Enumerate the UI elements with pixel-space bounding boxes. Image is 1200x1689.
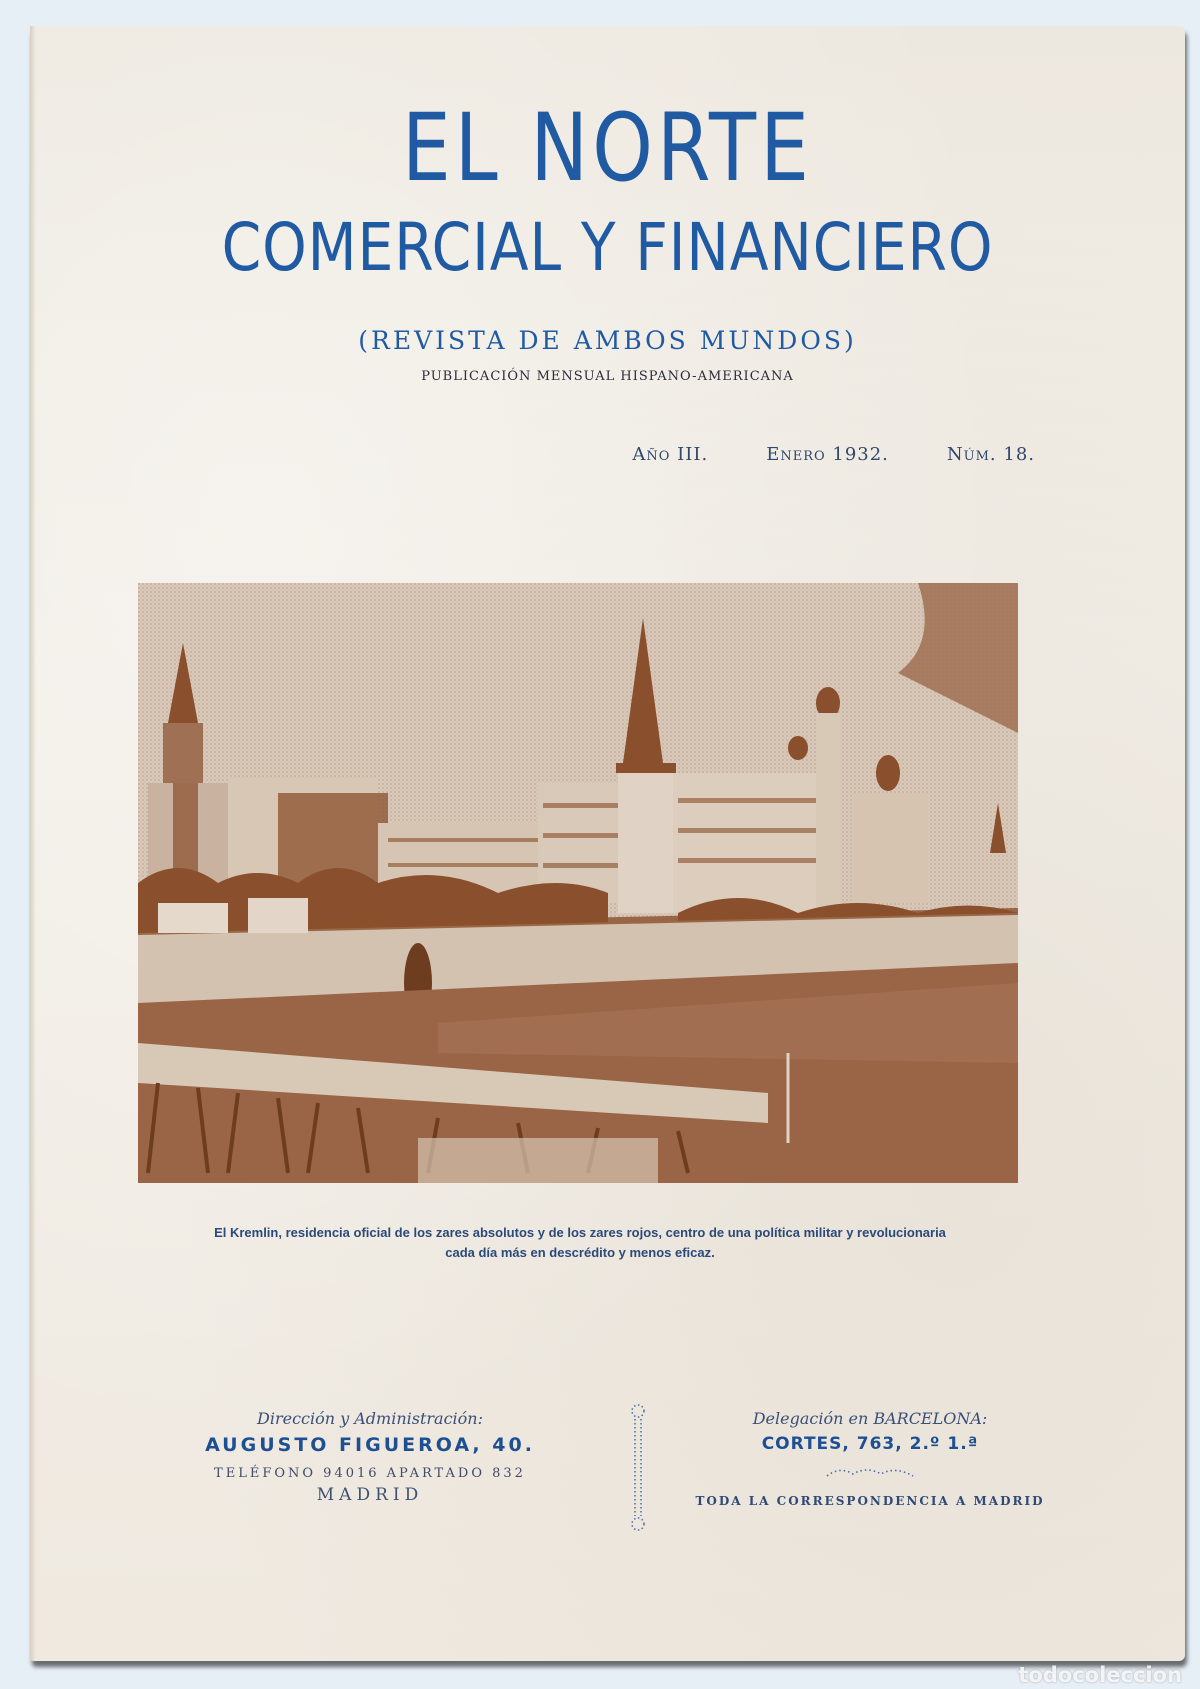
issue-info — [632, 444, 1035, 465]
barcelona-delegation-label: Delegación en BARCELONA: — [752, 1409, 988, 1428]
masthead-tagline: (REVISTA DE AMBOS MUNDOS) — [358, 326, 857, 355]
issue-date: Enero 1932. — [766, 444, 889, 465]
footer-madrid-address — [160, 1409, 580, 1505]
footer-barcelona-delegation — [680, 1409, 1060, 1508]
administration-label: Dirección y Administración: — [257, 1409, 483, 1428]
barcelona-street-address: CORTES, 763, 2.º 1.ª — [761, 1434, 979, 1454]
watermark: todocoleccion — [1018, 1663, 1182, 1687]
correspondence-note: TODA LA CORRESPONDENCIA A MADRID — [695, 1494, 1045, 1508]
phone-and-po-box: TELÉFONO 94016 APARTADO 832 — [214, 1466, 526, 1481]
caption-line-1: El Kremlin, residencia oficial de los zares absolutos y de los zares rojos, centro de una política militar y revolucionaria — [214, 1225, 946, 1240]
publication-type: PUBLICACIÓN MENSUAL HISPANO-AMERICANA — [421, 369, 794, 384]
madrid-street-address: AUGUSTO FIGUEROA, 40. — [205, 1434, 535, 1456]
masthead-subtitle: COMERCIAL Y FINANCIERO — [221, 209, 994, 286]
caption-line-2: cada día más en descrédito y menos eficaz. — [445, 1245, 715, 1260]
issue-year: Año III. — [632, 444, 709, 465]
kremlin-photo — [138, 583, 1018, 1183]
spine-edge — [30, 26, 36, 1661]
magazine-cover — [30, 26, 1185, 1661]
photo-caption — [130, 1223, 1030, 1263]
kremlin-illustration — [138, 583, 1018, 1183]
dotted-column-ornament-icon — [626, 1403, 650, 1533]
city-madrid: MADRID — [316, 1485, 424, 1505]
dotted-wave-ornament-icon — [825, 1464, 915, 1478]
issue-number: Núm. 18. — [946, 444, 1035, 465]
masthead-title: EL NORTE — [401, 94, 813, 203]
